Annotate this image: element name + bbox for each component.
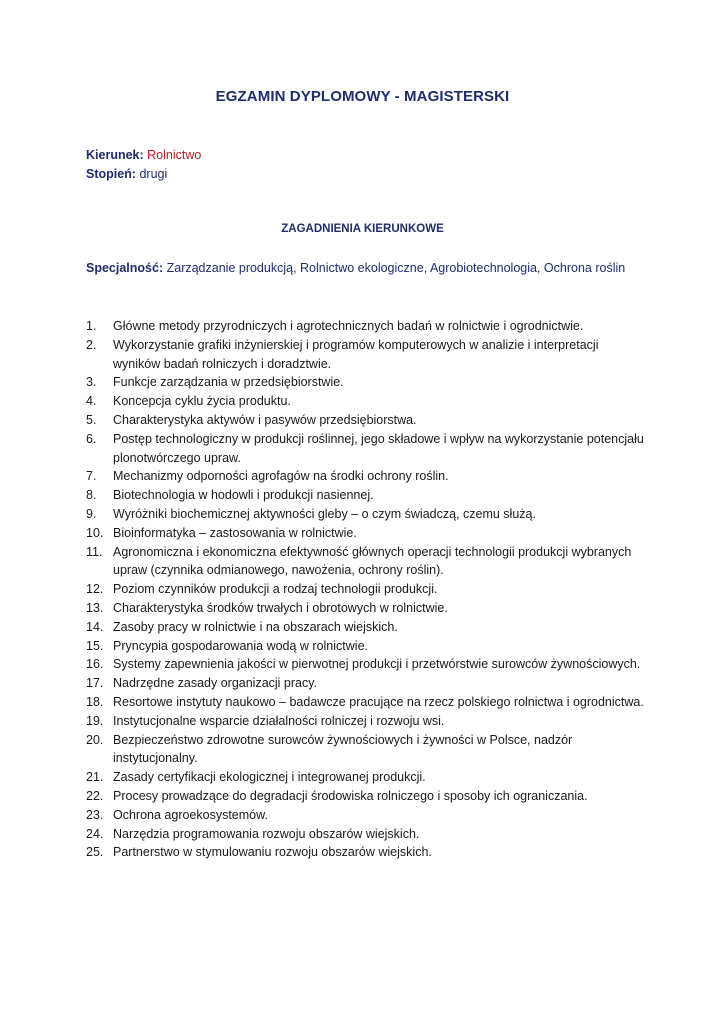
specjalnosc-line: [86, 261, 625, 275]
topic-item: [86, 655, 646, 674]
topic-item: [86, 843, 646, 862]
topic-item: [86, 806, 646, 825]
topic-number: 2.: [86, 337, 97, 352]
topic-item: [86, 524, 646, 543]
topic-number: 17.: [86, 676, 104, 691]
topic-number: 13.: [86, 600, 104, 615]
topic-text: Pryncypia gospodarowania wodą w rolnictwie.: [113, 638, 368, 653]
topic-item: [86, 825, 646, 844]
topic-item: [86, 637, 646, 656]
topic-text: Nadrzędne zasady organizacji pracy.: [113, 676, 318, 691]
topic-text: Wykorzystanie grafiki inżynierskiej i programów komputerowych w analizie i interpretacji wyników badań rolniczych i doradztwie.: [113, 337, 599, 371]
topic-number: 12.: [86, 582, 104, 597]
topic-item: [86, 731, 646, 769]
topic-number: 15.: [86, 638, 104, 653]
topics-list: [86, 317, 646, 862]
topic-text: Bezpieczeństwo zdrowotne surowców żywnościowych i żywności w Polsce, nadzór instytucjonalny.: [113, 732, 573, 766]
topic-number: 8.: [86, 488, 97, 503]
topic-text: Partnerstwo w stymulowaniu rozwoju obszarów wiejskich.: [113, 845, 432, 860]
topic-text: Poziom czynników produkcji a rodzaj technologii produkcji.: [113, 582, 438, 597]
topic-text: Wyróżniki biochemicznej aktywności gleby – o czym świadczą, czemu służą.: [113, 506, 536, 521]
topic-text: Charakterystyka aktywów i pasywów przedsiębiorstwa.: [113, 412, 417, 427]
topic-number: 6.: [86, 431, 97, 446]
topic-number: 19.: [86, 713, 104, 728]
topic-text: Systemy zapewnienia jakości w pierwotnej produkcji i przetwórstwie surowców żywnościowych.: [113, 657, 641, 672]
stopien-label: Stopień:: [86, 167, 136, 181]
topic-item: [86, 411, 646, 430]
topic-text: Agronomiczna i ekonomiczna efektywność głównych operacji technologii produkcji wybranych upraw (czynnika odmianowego, nawożenia, ochrony roślin).: [113, 544, 632, 578]
topic-text: Ochrona agroekosystemów.: [113, 807, 268, 822]
topic-item: [86, 543, 646, 581]
topic-number: 23.: [86, 807, 104, 822]
topic-number: 3.: [86, 375, 97, 390]
topic-number: 7.: [86, 469, 97, 484]
topic-number: 18.: [86, 694, 104, 709]
topic-text: Postęp technologiczny w produkcji roślinnej, jego składowe i wpływ na wykorzystanie potencjału plonotwórczego upraw.: [113, 431, 644, 465]
topic-text: Charakterystyka środków trwałych i obrotowych w rolnictwie.: [113, 600, 448, 615]
topic-number: 9.: [86, 506, 97, 521]
specjalnosc-value: Zarządzanie produkcją, Rolnictwo ekologiczne, Agrobiotechnologia, Ochrona roślin: [166, 261, 626, 275]
topic-item: [86, 712, 646, 731]
topic-number: 4.: [86, 394, 97, 409]
document-title: EGZAMIN DYPLOMOWY - MAGISTERSKI: [215, 88, 510, 105]
topic-number: 10.: [86, 525, 104, 540]
topic-item: [86, 486, 646, 505]
topic-item: [86, 430, 646, 468]
topic-number: 1.: [86, 319, 97, 333]
topic-item: [86, 618, 646, 637]
specjalnosc-label: Specjalność:: [86, 261, 164, 275]
topic-number: 21.: [86, 770, 104, 785]
stopien-line: [86, 165, 167, 184]
topic-number: 16.: [86, 657, 104, 672]
kierunek-line: [86, 146, 201, 165]
topic-item: [86, 674, 646, 693]
topic-text: Funkcje zarządzania w przedsiębiorstwie.: [113, 375, 344, 390]
topic-number: 25.: [86, 845, 104, 860]
topic-text: Resortowe instytuty naukowo – badawcze pracujące na rzecz polskiego rolnictwa i ogrodnictwa.: [113, 694, 644, 709]
topic-number: 11.: [86, 544, 103, 559]
topic-text: Główne metody przyrodniczych i agrotechnicznych badań w rolnictwie i ogrodnictwie.: [113, 319, 584, 333]
kierunek-value: Rolnictwo: [147, 148, 202, 162]
topic-text: Zasady certyfikacji ekologicznej i integrowanej produkcji.: [113, 770, 426, 785]
topic-item: [86, 693, 646, 712]
topic-item: [86, 336, 646, 374]
topic-text: Narzędzia programowania rozwoju obszarów wiejskich.: [113, 826, 420, 841]
topic-number: 22.: [86, 788, 104, 803]
topic-item: [86, 505, 646, 524]
topic-item: [86, 392, 646, 411]
topic-item: [86, 467, 646, 486]
topic-text: Zasoby pracy w rolnictwie i na obszarach wiejskich.: [113, 619, 398, 634]
stopien-value: drugi: [139, 167, 168, 181]
topic-item: [86, 317, 646, 336]
kierunek-label: Kierunek:: [86, 148, 144, 162]
topic-item: [86, 373, 646, 392]
topic-text: Mechanizmy odporności agrofagów na środki ochrony roślin.: [113, 469, 449, 484]
topic-number: 20.: [86, 732, 104, 747]
topic-text: Biotechnologia w hodowli i produkcji nasiennej.: [113, 488, 374, 503]
topic-number: 14.: [86, 619, 104, 634]
topic-text: Instytucjonalne wsparcie działalności rolniczej i rozwoju wsi.: [113, 713, 445, 728]
topic-text: Procesy prowadzące do degradacji środowiska rolniczego i sposoby ich ograniczania.: [113, 788, 588, 803]
topic-text: Koncepcja cyklu życia produktu.: [113, 394, 291, 409]
topic-item: [86, 787, 646, 806]
topic-item: [86, 580, 646, 599]
topic-text: Bioinformatyka – zastosowania w rolnictwie.: [113, 525, 357, 540]
section-heading: ZAGADNIENIA KIERUNKOWE: [281, 223, 444, 235]
topic-item: [86, 599, 646, 618]
topic-number: 24.: [86, 826, 104, 841]
topic-item: [86, 768, 646, 787]
topic-number: 5.: [86, 412, 97, 427]
